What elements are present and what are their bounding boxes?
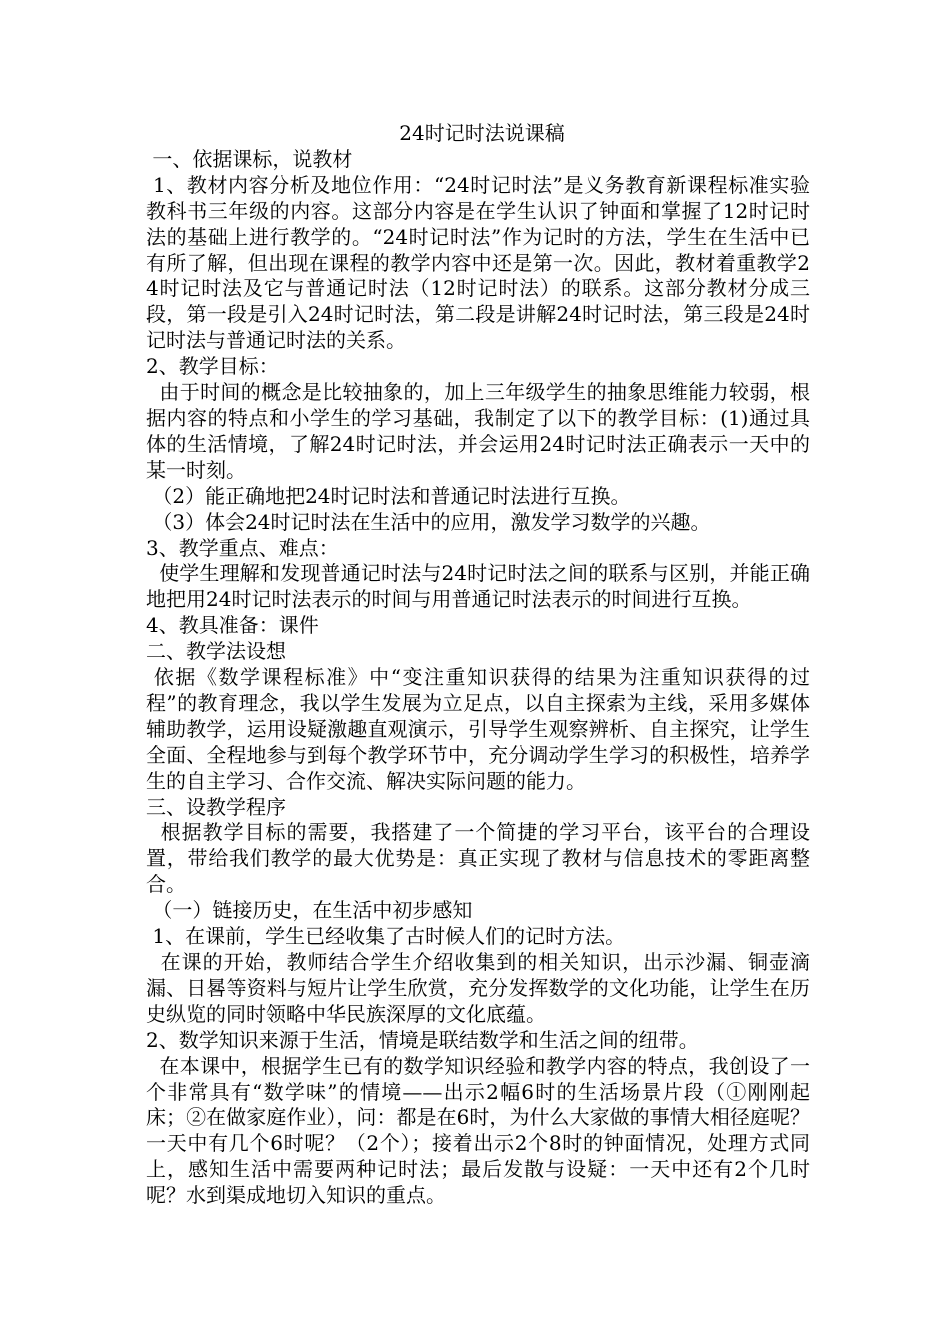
section-heading: 一、依据课标，说教材 xyxy=(146,146,353,171)
paragraph: 1、教材内容分析及地位作用：“24时记时法”是义务教育新课程标准实验教科书三年级的内容。这部分内容是在学生认识了钟面和掌握了12时记时法的基础上进行教学的。“24时记时法”作为记时的方法，学生在生活中已有所了解，但出现在课程的教学内容中还是第一次。因此，教材着重教学24时记时法及它与普通记时法（12时记时法）的联系。这部分教材分成三段，第一段是引入24时记时法，第二段是讲解24时记时法，第三段是24时记时法与普通记时法的关系。 xyxy=(146,172,810,353)
paragraph: 由于时间的概念是比较抽象的，加上三年级学生的抽象思维能力较弱，根据内容的特点和小学生的学习基础，我制定了以下的教学目标：(1)通过具体的生活情境，了解24时记时法，并会运用24时记时法正确表示一天中的某一时刻。 xyxy=(146,380,811,482)
paragraph: 2、数学知识来源于生活，情境是联结数学和生活之间的纽带。 xyxy=(146,1027,699,1052)
paragraph: 在本课中，根据学生已有的数学知识经验和教学内容的特点，我创设了一个非常具有“数学味”的情境——出示2幅6时的生活场景片段（①刚刚起床；②在做家庭作业），问：都是在6时，为什么大家做的事情大相径庭呢？一天中有几个6时呢？（2个）；接着出示2个8时的钟面情况，处理方式同上，感知生活中需要两种记时法；最后发散与设疑：一天中还有2个几时呢？水到渠成地切入知识的重点。 xyxy=(146,1053,811,1208)
document-body xyxy=(146,147,810,1209)
paragraph: 在课的开始，教师结合学生介绍收集到的相关知识，出示沙漏、铜壶滴漏、日晷等资料与短片让学生欣赏，充分发挥数学的文化功能，让学生在历史纵览的同时领略中华民族深厚的文化底蕴。 xyxy=(146,950,810,1026)
paragraph: 使学生理解和发现普通记时法与24时记时法之间的联系与区别，并能正确地把用24时记时法表示的时间与用普通记时法表示的时间进行互换。 xyxy=(146,561,811,612)
paragraph: 1、在课前，学生已经收集了古时候人们的记时方法。 xyxy=(146,924,626,949)
paragraph: 依据《数学课程标准》中“变注重知识获得的结果为注重知识获得的过程”的教育理念，我以学生发展为立足点，以自主探索为主线，采用多媒体辅助教学，运用设疑激趣直观演示，引导学生观察辨析、自主探究，让学生全面、全程地参与到每个教学环节中，充分调动学生学习的积极性，培养学生的自主学习、合作交流、解决实际问题的能力。 xyxy=(146,665,810,793)
paragraph: （3）体会24时记时法在生活中的应用，激发学习数学的兴趣。 xyxy=(146,509,711,534)
section-heading: 二、教学法设想 xyxy=(146,639,286,664)
paragraph: （2）能正确地把24时记时法和普通记时法进行互换。 xyxy=(146,483,631,508)
section-heading: 三、设教学程序 xyxy=(146,794,286,819)
paragraph: 根据教学目标的需要，我搭建了一个简捷的学习平台，该平台的合理设置，带给我们教学的最大优势是：真正实现了教材与信息技术的零距离整合。 xyxy=(146,820,810,897)
document-title: 24时记时法说课稿 xyxy=(399,121,565,145)
section-heading: 3、教学重点、难点： xyxy=(146,535,339,560)
document-page xyxy=(146,121,810,1209)
section-heading: 2、教学目标： xyxy=(146,354,279,379)
section-heading: 4、教具准备：课件 xyxy=(146,613,319,638)
subsection-heading: （一）链接历史，在生活中初步感知 xyxy=(146,898,473,923)
